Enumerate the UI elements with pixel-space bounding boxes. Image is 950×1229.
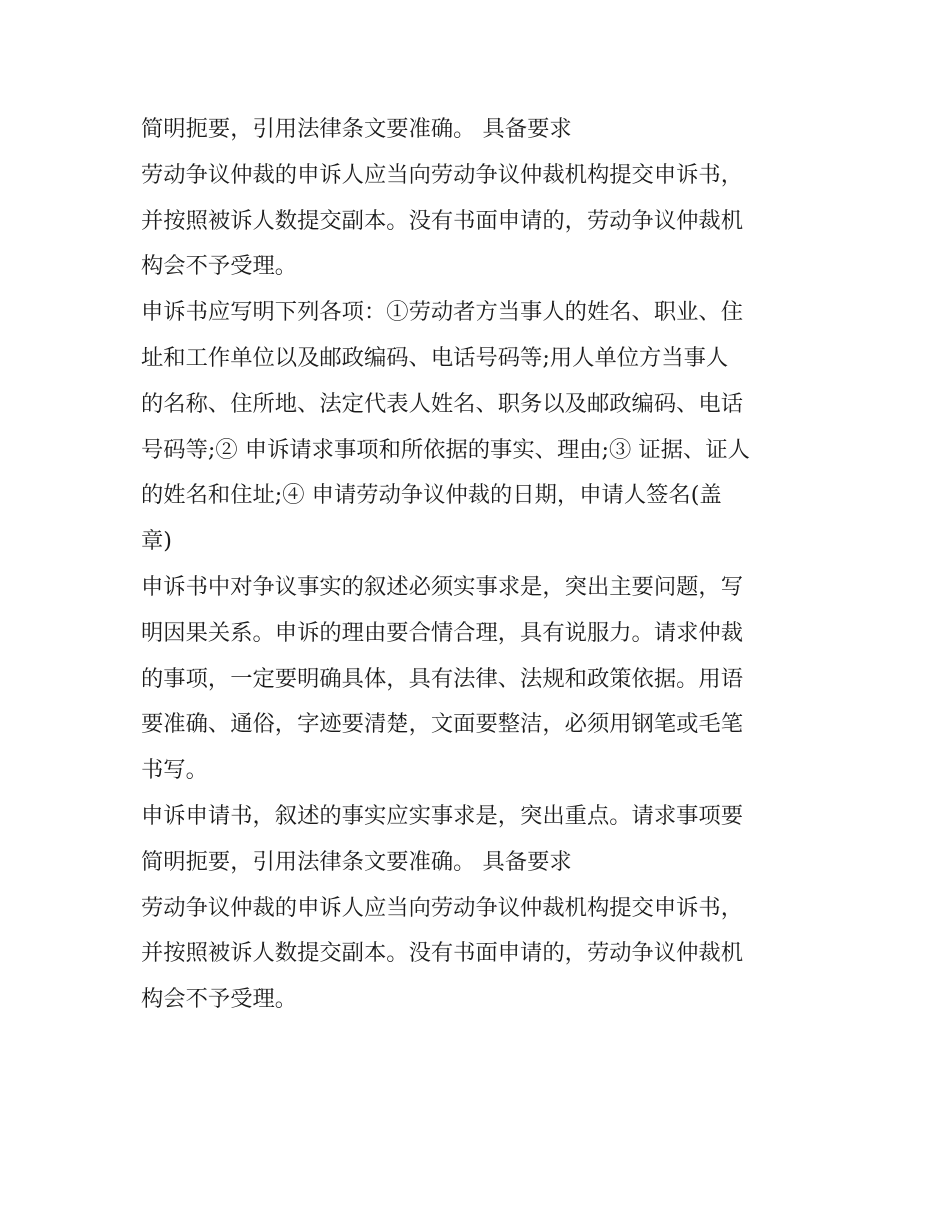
text-line: 的姓名和住址;④ 申请劳动争议仲裁的日期，申请人签名(盖 [141,482,722,509]
text-line: 申诉书中对争议事实的叙述必须实事求是，突出主要问题，写 [141,573,744,600]
text-line: 劳动争议仲裁的申诉人应当向劳动争议仲裁机构提交申诉书， [141,894,744,921]
text-line: 并按照被诉人数提交副本。没有书面申请的，劳动争议仲裁机 [141,207,744,234]
text-line: 书写。 [141,757,208,784]
document-body [141,107,821,1023]
text-line: 构会不予受理。 [141,253,298,280]
text-line: 号码等;② 申诉请求事项和所依据的事实、理由;③ 证据、证人 [141,436,750,463]
text-line: 申诉申请书，叙述的事实应实事求是，突出重点。请求事项要 [141,802,744,829]
text-line: 章) [141,528,172,555]
text-line: 的事项，一定要明确具体，具有法律、法规和政策依据。用语 [141,665,744,692]
text-line: 简明扼要，引用法律条文要准确。 具备要求 [141,848,572,875]
text-line: 址和工作单位以及邮政编码、电话号码等;用人单位方当事人 [141,344,729,371]
text-line: 明因果关系。申诉的理由要合情合理，具有说服力。请求仲裁 [141,619,744,646]
text-line: 构会不予受理。 [141,986,298,1013]
text-line: 劳动争议仲裁的申诉人应当向劳动争议仲裁机构提交申诉书， [141,161,744,188]
text-line: 并按照被诉人数提交副本。没有书面申请的，劳动争议仲裁机 [141,940,744,967]
text-line: 申诉书应写明下列各项：①劳动者方当事人的姓名、职业、住 [141,299,744,326]
text-line: 的名称、住所地、法定代表人姓名、职务以及邮政编码、电话 [141,390,744,417]
text-line: 简明扼要，引用法律条文要准确。 具备要求 [141,116,572,142]
text-line: 要准确、通俗，字迹要清楚，文面要整洁，必须用钢笔或毛笔 [141,711,744,738]
